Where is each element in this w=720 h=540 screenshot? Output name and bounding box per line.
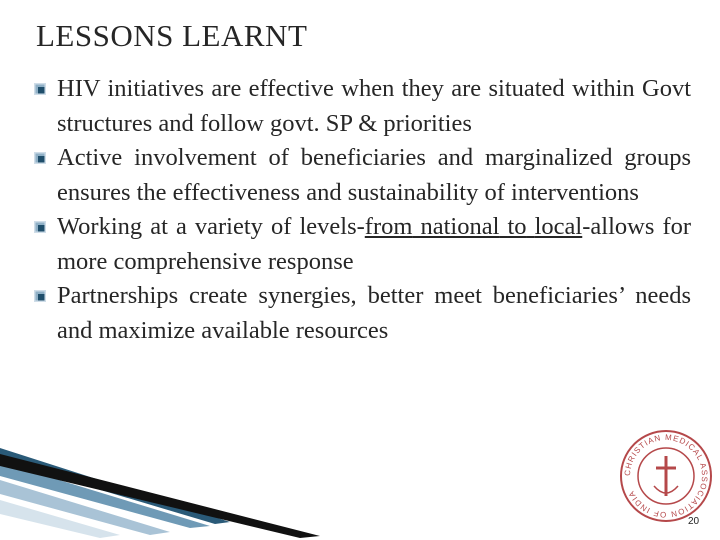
bullet-text-suffix: -allows for more comprehensive response [57,213,692,275]
lessons-list [34,72,691,348]
list-item [34,279,691,348]
bullet-text-prefix: Working at a variety of levels- [57,213,365,240]
list-item [34,72,691,141]
square-bullet-icon [34,221,46,233]
list-item [34,210,691,279]
bullet-text: Partnerships create synergies, better meet beneficiaries’ needs and maximize available resources [57,282,691,344]
underlined-national: national [420,213,500,240]
bullet-text: Active involvement of beneficiaries and marginalized groups ensures the effectiveness and sustainability of interventions [57,144,691,206]
slide-title: LESSONS LEARNT [36,18,308,53]
bullet-text: HIV initiatives are effective when they are situated within Govt structures and follow govt. SP & priorities [57,75,691,137]
square-bullet-icon [34,290,46,302]
decorative-swoosh [0,440,330,540]
underlined-local: local [534,213,583,240]
svg-text:CHRISTIAN MEDICAL ASSOCIATION: CHRISTIAN MEDICAL ASSOCIATION OF INDIA [622,432,710,520]
page-number: 20 [688,516,700,527]
underlined-to: to [507,213,527,240]
list-item [34,141,691,210]
underlined-from: from [364,213,413,240]
square-bullet-icon [34,152,46,164]
square-bullet-icon [34,83,46,95]
organization-seal [618,428,714,524]
